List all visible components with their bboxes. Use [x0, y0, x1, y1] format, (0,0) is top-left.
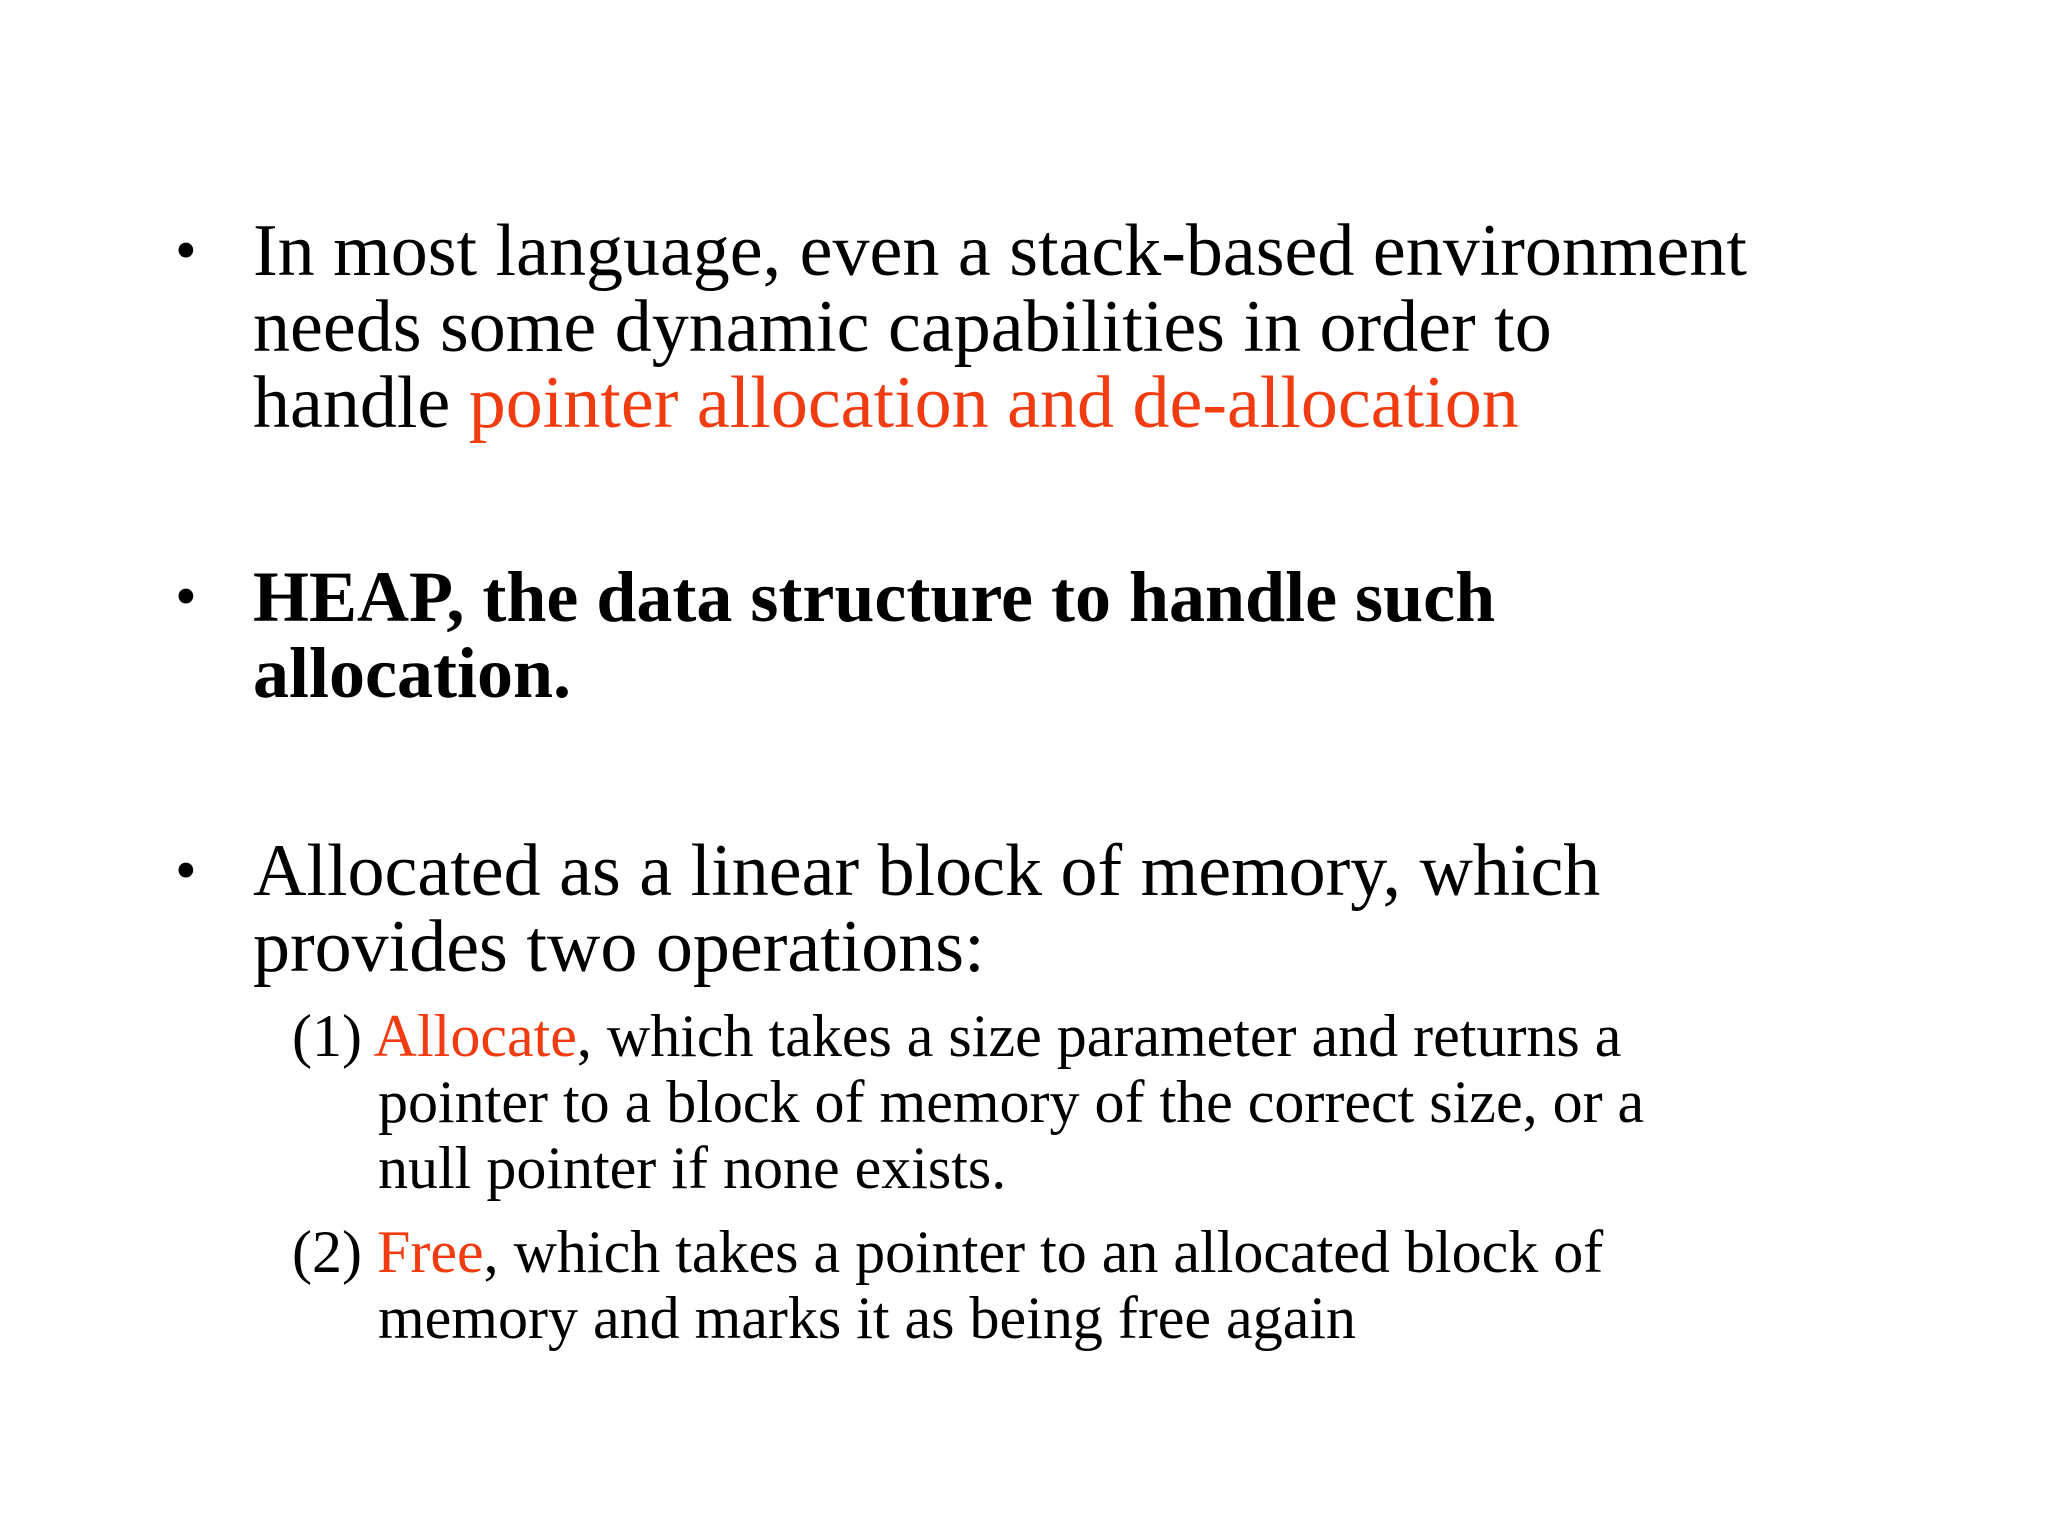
bullet-line: handle: [253, 362, 469, 444]
sub-item-keyword: Free: [376, 1219, 484, 1285]
bullet-icon: •: [175, 837, 197, 905]
sub-item-number: (1): [292, 1003, 374, 1069]
sub-item-free: [292, 1219, 1992, 1351]
bullet-line: Allocated as a linear block of memory, which: [253, 830, 1601, 912]
bullet-line: HEAP, the data structure to handle such: [253, 557, 1496, 637]
sub-item-line: , which takes a size parameter and returns a: [576, 1003, 1622, 1069]
sub-item-line: memory and marks it as being free again: [378, 1285, 1356, 1351]
bullet-text: [253, 830, 1935, 988]
bullet-line: provides two operations:: [253, 906, 985, 988]
sub-item-keyword: Allocate: [373, 1003, 577, 1069]
sub-item-line: , which takes a pointer to an allocated block of: [483, 1219, 1604, 1285]
bullet-icon: •: [175, 563, 197, 631]
bullet-icon: •: [175, 217, 197, 285]
bullet-item-linear-block: [175, 830, 1935, 988]
bullet-line: In most language, even a stack-based environment: [253, 210, 1747, 292]
highlighted-phrase: pointer allocation and de-allocation: [468, 362, 1519, 444]
bullet-line: allocation.: [253, 633, 571, 713]
bullet-item-dynamic-capabilities: [175, 210, 1935, 444]
sub-item-number: (2): [292, 1219, 377, 1285]
bullet-text: [253, 210, 1935, 444]
bullet-item-heap: [175, 559, 1935, 711]
sub-item-allocate: [292, 1003, 1992, 1201]
bullet-line: needs some dynamic capabilities in order to: [253, 286, 1552, 368]
sub-item-line: null pointer if none exists.: [378, 1135, 1007, 1201]
bullet-text: [253, 559, 1935, 711]
sub-item-line: pointer to a block of memory of the correct size, or a: [378, 1069, 1645, 1135]
